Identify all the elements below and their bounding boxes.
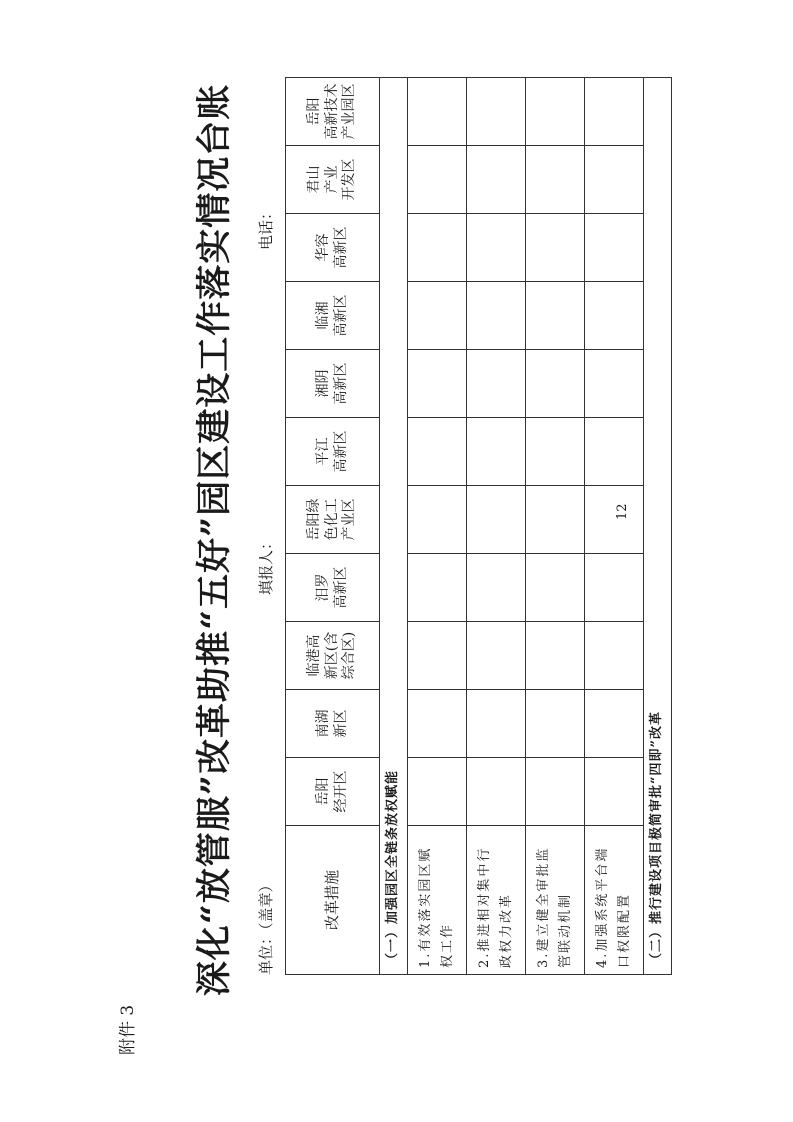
table-cell[interactable] xyxy=(526,758,585,826)
table-cell[interactable] xyxy=(585,282,644,350)
section-heading-2: （二）推行建设项目极简审批“四即”改革 xyxy=(644,78,672,975)
table-cell[interactable] xyxy=(585,214,644,282)
table-cell[interactable] xyxy=(526,554,585,622)
table-cell[interactable] xyxy=(467,146,526,214)
table-cell[interactable] xyxy=(467,78,526,146)
table-cell[interactable] xyxy=(585,554,644,622)
unit-label: 单位：（盖章） xyxy=(257,877,275,975)
table-cell[interactable] xyxy=(526,350,585,418)
table-cell[interactable] xyxy=(408,146,467,214)
table-cell[interactable] xyxy=(408,758,467,826)
filler-label: 填报人： xyxy=(257,534,275,595)
table-cell[interactable] xyxy=(585,758,644,826)
table-cell[interactable] xyxy=(526,78,585,146)
section-row xyxy=(380,78,408,975)
measure-cell: 3.建立健全审批监管联动机制 xyxy=(526,826,585,975)
table-cell[interactable] xyxy=(467,214,526,282)
document-title: 深化“放管服”改革助推“五好”园区建设工作落实情况台账 xyxy=(194,83,235,997)
reform-ledger-table xyxy=(285,77,672,975)
column-header: 岳阳 经开区 xyxy=(286,758,380,826)
header-measure: 改革措施 xyxy=(286,826,380,975)
column-header: 平江 高新区 xyxy=(286,418,380,486)
column-header: 南湖 新区 xyxy=(286,690,380,758)
table-cell[interactable] xyxy=(526,418,585,486)
measure-cell: 4.加强系统平台端口权限配置 xyxy=(585,826,644,975)
column-header: 君山 产业 开发区 xyxy=(286,146,380,214)
column-header: 临湘 高新区 xyxy=(286,282,380,350)
column-header: 岳阳绿 色化工 产业区 xyxy=(286,486,380,554)
table-row xyxy=(526,78,585,975)
table-cell[interactable] xyxy=(585,418,644,486)
column-header: 临港高 新区(含 综合区) xyxy=(286,622,380,690)
table-row xyxy=(467,78,526,975)
table-cell[interactable] xyxy=(526,214,585,282)
table-cell[interactable] xyxy=(526,622,585,690)
table-cell[interactable] xyxy=(467,350,526,418)
table-cell[interactable] xyxy=(408,690,467,758)
table-cell[interactable] xyxy=(526,282,585,350)
table-cell[interactable] xyxy=(467,622,526,690)
table-cell[interactable] xyxy=(585,622,644,690)
table-cell[interactable] xyxy=(467,554,526,622)
table-cell[interactable] xyxy=(408,486,467,554)
table-cell[interactable] xyxy=(526,486,585,554)
section-row xyxy=(644,78,672,975)
document-page xyxy=(95,25,695,1055)
column-header: 湘阴 高新区 xyxy=(286,350,380,418)
table-cell[interactable] xyxy=(408,622,467,690)
table-cell[interactable] xyxy=(585,350,644,418)
table-row xyxy=(408,78,467,975)
table-cell[interactable] xyxy=(408,554,467,622)
table-cell[interactable] xyxy=(467,418,526,486)
table-cell[interactable] xyxy=(408,78,467,146)
table-cell[interactable] xyxy=(467,282,526,350)
measure-cell: 2.推进相对集中行政权力改革 xyxy=(467,826,526,975)
table-cell[interactable] xyxy=(585,146,644,214)
table-cell[interactable] xyxy=(585,78,644,146)
table-cell[interactable] xyxy=(526,146,585,214)
column-header: 岳阳 高新技术 产业园区 xyxy=(286,78,380,146)
attachment-label: 附件 3 xyxy=(118,1004,138,1055)
table-cell[interactable] xyxy=(467,758,526,826)
column-header: 汨罗 高新区 xyxy=(286,554,380,622)
column-header: 华容 高新区 xyxy=(286,214,380,282)
table-cell[interactable] xyxy=(408,350,467,418)
table-row xyxy=(585,78,644,975)
measure-cell: 1.有效落实园区赋权工作 xyxy=(408,826,467,975)
table-cell[interactable] xyxy=(408,214,467,282)
table-cell[interactable] xyxy=(408,282,467,350)
header-row xyxy=(286,78,380,975)
table-cell[interactable] xyxy=(467,486,526,554)
table-cell[interactable] xyxy=(526,690,585,758)
section-heading-1: （一）加强园区全链条放权赋能 xyxy=(380,78,408,975)
phone-label: 电话： xyxy=(257,204,275,250)
table-cell[interactable] xyxy=(408,418,467,486)
table-cell[interactable] xyxy=(585,486,644,554)
page-number: 12 xyxy=(615,503,630,520)
table-cell[interactable] xyxy=(585,690,644,758)
table-cell[interactable] xyxy=(467,690,526,758)
